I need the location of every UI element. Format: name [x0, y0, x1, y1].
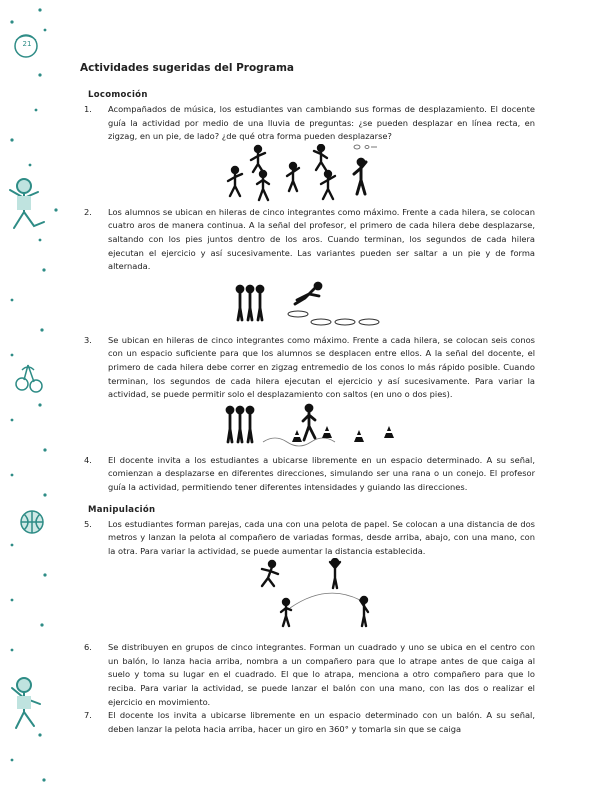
- item-number: 6.: [84, 642, 92, 653]
- list-item: [80, 206, 535, 274]
- page-number: 21: [22, 40, 32, 48]
- list-item: [80, 454, 535, 495]
- section-heading-locomotion: Locomoción: [88, 90, 148, 100]
- document-body: [80, 62, 535, 736]
- list-item: [80, 518, 535, 559]
- item-text: Los alumnos se ubican en hileras de cinco integrantes como máximo. Frente a cada hilera, se colocan cuatro aros de manera continua. A la señal del profesor, el primero de cada hilera debe desplazarse, saltando con los pies juntos dentro de los aros. Cuando terminan, los segundos de cada hilera ejecutan el ejercicio y así sucesivamente. Las variantes pueden ser saltar a un pie y de forma alternada.: [108, 206, 535, 272]
- section-heading-manipulation: Manipulación: [88, 504, 156, 515]
- item-number: 3.: [84, 334, 92, 345]
- item-text: Se ubican en hileras de cinco integrantes como máximo. Frente a cada hilera, se colocan seis conos con un espacio suficiente para que los alumnos se desplacen entre ellos. A la señal del docente, el primero de cada hilera debe correr en zigzag entremedio de los conos lo más rápido posible. Cuando terminan, los segundos de cada hilera ejecutan el ejercicio y así sucesivamente. Para variar la actividad, se puede permitir solo el desplazamiento con saltos (en uno o dos pies).: [108, 334, 535, 400]
- item-text: El docente invita a los estudiantes a ubicarse libremente en un espacio determinado. A su señal, comienzan a desplazarse en diferentes direcciones, simulando ser una rana o un conejo. El profesor guía la actividad, permitiendo tener diferentes intensidades y guiando las direcciones.: [108, 454, 535, 492]
- item-number: 7.: [84, 710, 92, 721]
- item-number: 5.: [84, 518, 92, 529]
- page-title: Actividades sugeridas del Programa: [80, 62, 294, 74]
- ball-icon: [21, 511, 43, 533]
- cherries-icon: [16, 365, 42, 392]
- list-item: [80, 709, 535, 736]
- item-text: El docente los invita a ubicarse libremente en un espacio determinado con un balón. A su señal, deben lanzar la pelota hacia arriba, hacer un giro en 360° y tomarla sin que se caiga: [108, 710, 535, 734]
- child-figure-bottom-icon: [12, 678, 40, 728]
- item-text: Los estudiantes forman parejas, cada una con una pelota de papel. Se colocan a una distancia de dos metros y lanzan la pelota al compañero de variadas formas, desde arriba, abajo, con una mano, con la otra. Para variar la actividad, se puede aumentar la distancia establecida.: [108, 518, 535, 556]
- item-number: 4.: [84, 454, 92, 465]
- list-item: [80, 334, 535, 402]
- margin-decoration: [0, 0, 70, 800]
- item-number: 2.: [84, 206, 92, 217]
- item-text: Acompañados de música, los estudiantes van cambiando sus formas de desplazamiento. El docente guía la actividad por medio de una lluvia de preguntas: ¿se pueden desplazar en línea recta, en zigzag, en un pie, de lado? ¿de qué otra forma pueden desplazarse?: [108, 104, 535, 142]
- illustration-dancing-children: [223, 144, 393, 206]
- item-text: Se distribuyen en grupos de cinco integrantes. Forman un cuadrado y uno se ubica en el centro con un balón, lo lanza hacia arriba, nombra a un compañero para que lo atrape antes de que caiga al suelo y toma su lugar en el cuadrado. El que lo atrapa, menciona a otro compañero para que lo reciba. Para variar la actividad, se puede lanzar el balón con una mano, con las dos o realizar el ejercicio en movimiento.: [108, 642, 535, 707]
- list-item: [80, 641, 535, 709]
- item-number: 1.: [84, 104, 92, 114]
- child-figure-icon: [10, 179, 44, 228]
- illustration-cone-zigzag: [218, 402, 398, 454]
- illustration-ball-throw: [238, 558, 378, 633]
- list-item: [80, 103, 535, 144]
- music-notes-icon: [354, 145, 377, 149]
- margin-dots: [10, 8, 57, 781]
- illustration-hoop-jump: [223, 274, 393, 334]
